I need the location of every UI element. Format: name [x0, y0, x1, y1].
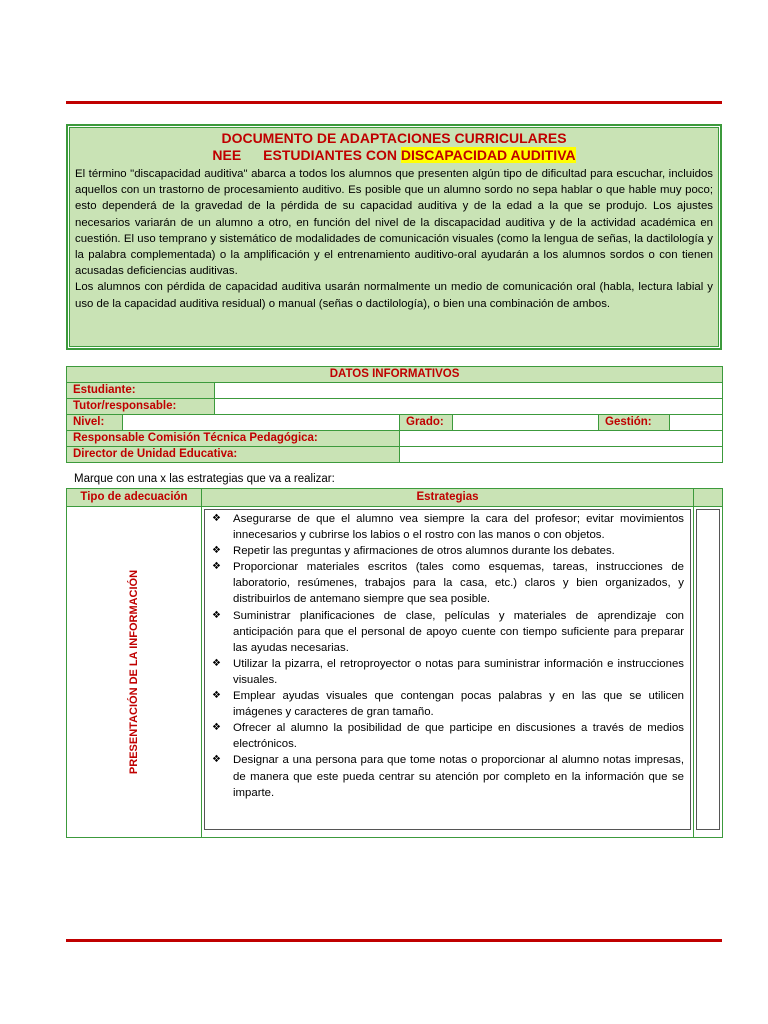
datos-title: DATOS INFORMATIVOS: [67, 367, 723, 383]
marque-instruction: Marque con una x las estrategias que va a realizar:: [74, 473, 335, 485]
intro-paragraph-1: El término "discapacidad auditiva" abarca a todos los alumnos que presenten algún tipo de dificultad para escuchar, incluidos aquellos con un trastorno de procesamiento auditivo. Es posible que un alumno sordo no sepa hablar o que hable muy poco; esto dependerá de la gravedad de la pérdida de su capacidad auditiva y de la edad a la que se produjo. Los ajustes necesarios variarán de un alumno a otro, en función del nivel de la discapacidad auditiva y de la actividad académica en cuestión. El uso temprano y sistemático de modalidades de comunicación visuales (como la lengua de señas, la dactilología y la palabra complementada) o la amplificación y el entrenamiento auditivo-oral ayudarán a los alumnos sordos o con tienen acusadas deficiencias auditivas.: [75, 168, 713, 278]
document-subtitle: [75, 147, 713, 164]
director-field[interactable]: [400, 447, 723, 463]
strategy-item: ❖ Suministrar planificaciones de clase, películas y materiales de aprendizaje con anticipación para que el personal de apoyo cuente con tiempo suficiente para preparar las ayudas necesarias.: [212, 609, 684, 654]
diamond-bullet-icon: ❖: [212, 545, 221, 557]
grado-label: Grado:: [400, 415, 453, 431]
nivel-label: Nivel:: [67, 415, 123, 431]
estudiante-field[interactable]: [215, 383, 723, 399]
check-box[interactable]: [696, 509, 720, 830]
diamond-bullet-icon: ❖: [212, 722, 221, 734]
bottom-red-rule: [66, 939, 722, 942]
strategy-item: ❖ Ofrecer al alumno la posibilidad de que participe en discusiones a través de medios electrónicos.: [212, 722, 684, 751]
gestion-label: Gestión:: [599, 415, 670, 431]
diamond-bullet-icon: ❖: [212, 690, 221, 702]
strategy-item: ❖ Asegurarse de que el alumno vea siempre la cara del profesor; evitar movimientos innecesarios y cubrirse los labios o el rostro con las manos o con objetos.: [212, 513, 684, 542]
diamond-bullet-icon: ❖: [212, 754, 221, 766]
strategy-item: ❖ Utilizar la pizarra, el retroproyector o notas para suministrar información e instrucciones visuales.: [212, 657, 684, 686]
strategy-item: ❖ Repetir las preguntas y afirmaciones de otros alumnos durante los debates.: [211, 543, 684, 559]
subtitle-middle: ESTUDIANTES CON: [263, 147, 397, 163]
estudiante-label: Estudiante:: [67, 383, 215, 399]
subtitle-prefix: NEE: [212, 147, 242, 163]
category-cell: [67, 507, 202, 838]
gestion-field[interactable]: [670, 415, 723, 431]
director-label: Director de Unidad Educativa:: [67, 447, 400, 463]
check-cell[interactable]: [694, 507, 723, 838]
strategy-item: ❖ Emplear ayudas visuales que contengan pocas palabras y en las que se utilicen imágenes y caracteres de gran tamaño.: [212, 690, 684, 719]
tutor-field[interactable]: [215, 399, 723, 415]
strategies-table: [66, 488, 723, 838]
document-title: DOCUMENTO DE ADAPTACIONES CURRICULARES: [221, 130, 567, 146]
category-label: PRESENTACIÓN DE LA INFORMACIÓN: [128, 569, 140, 775]
strategy-item: ❖ Proporcionar materiales escritos (tales como esquemas, tareas, instrucciones de laboratorio, resúmenes, trabajos para la casa, etc.) claros y bien organizados, y distribuirlos de antemano siempre que sea posible.: [212, 561, 684, 606]
diamond-bullet-icon: ❖: [212, 609, 221, 621]
strategy-list: [211, 511, 684, 801]
responsable-label: Responsable Comisión Técnica Pedagógica:: [67, 431, 400, 447]
diamond-bullet-icon: ❖: [212, 561, 221, 573]
diamond-bullet-icon: ❖: [212, 657, 221, 669]
col-header-estrategias: Estrategias: [202, 489, 694, 507]
tutor-label: Tutor/responsable:: [67, 399, 215, 415]
top-red-rule: [66, 101, 722, 104]
strategies-cell: [202, 507, 694, 838]
intro-paragraph-2: Los alumnos con pérdida de capacidad auditiva usarán normalmente un medio de comunicación oral (habla, lectura labial y uso de la capacidad auditiva residual) o manual (señas o dactilología), o bien una combinación de ambos.: [75, 281, 713, 310]
responsable-field[interactable]: [400, 431, 723, 447]
col-header-tipo: Tipo de adecuación: [67, 489, 202, 507]
diamond-bullet-icon: ❖: [212, 513, 221, 524]
strategy-item: ❖ Designar a una persona para que tome notas o proporcionar al alumno notas impresas, de manera que este pueda centrar su atención por completo en la información que se imparte.: [212, 754, 684, 799]
datos-informativos-table: [66, 366, 723, 463]
intro-box: [66, 124, 722, 350]
grado-field[interactable]: [453, 415, 599, 431]
subtitle-highlight: DISCAPACIDAD AUDITIVA: [400, 147, 576, 163]
nivel-field[interactable]: [123, 415, 400, 431]
col-header-check: [694, 489, 723, 507]
